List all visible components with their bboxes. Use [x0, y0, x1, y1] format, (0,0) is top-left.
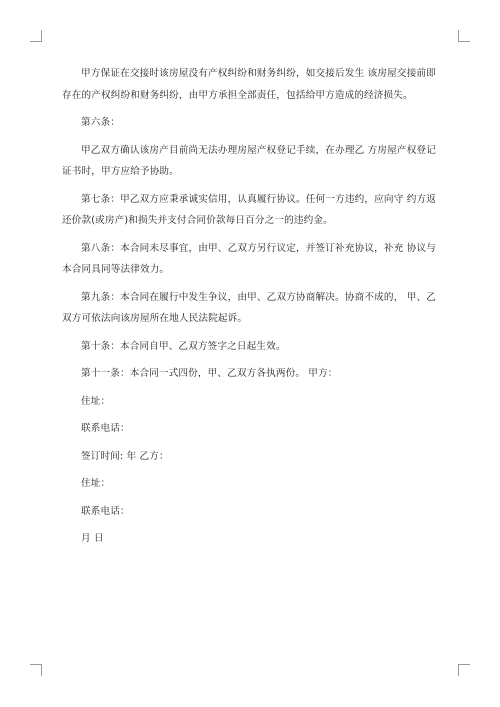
paragraph-article-11: 第十一条：本合同一式四份，甲、乙双方各执两份。 甲方：	[81, 368, 338, 379]
field-party-a-address: 住址：	[81, 395, 111, 407]
paragraph-article-10: 第十条：本合同自甲、乙双方签字之日起生效。	[81, 340, 286, 352]
field-party-b-address: 住址：	[81, 478, 111, 489]
article-6-heading: 第六条：	[81, 117, 120, 128]
document-body	[62, 63, 436, 556]
paragraph-article-8: 第八条：本合同未尽事宜，由甲、乙双方另行议定，并签订补充协议，补充 协议与本合同具同等法律效力。	[62, 242, 436, 275]
field-month-day: 月 日	[81, 533, 104, 544]
paragraph-article-6: 甲乙双方确认该房产目前尚无法办理房屋产权登记手续，在办理乙 方房屋产权登记证书时，甲方应给予协助。	[62, 144, 436, 177]
field-party-b-phone: 联系电话：	[81, 505, 130, 517]
paragraph-article-9: 第九条：本合同在履行中发生争议，由甲、乙双方协商解决。协商不成的， 甲、乙双方可依法向该房屋所在地人民法院起诉。	[62, 291, 436, 324]
paragraph-article-7: 第七条：甲乙双方应秉承诚实信用，认真履行协议。任何一方违约，应向守 约方返还价款(或房产)和损失并支付合同价款每日百分之一的违约金。	[62, 193, 436, 226]
paragraph-seller-guarantee: 甲方保证在交接时该房屋没有产权纠纷和财务纠纷，如交接后发生 该房屋交接前即存在的产权纠纷和财务纠纷，由甲方承担全部责任，包括给甲方造成的经济损失。	[62, 68, 436, 101]
field-signing-date-party-b: 签订时间: 年 乙方：	[81, 450, 169, 462]
crop-mark-bottom-right	[458, 664, 470, 676]
crop-mark-top-left	[30, 30, 42, 42]
crop-mark-top-right	[458, 30, 470, 42]
crop-mark-bottom-left	[30, 664, 42, 676]
field-party-a-phone: 联系电话：	[81, 423, 130, 434]
